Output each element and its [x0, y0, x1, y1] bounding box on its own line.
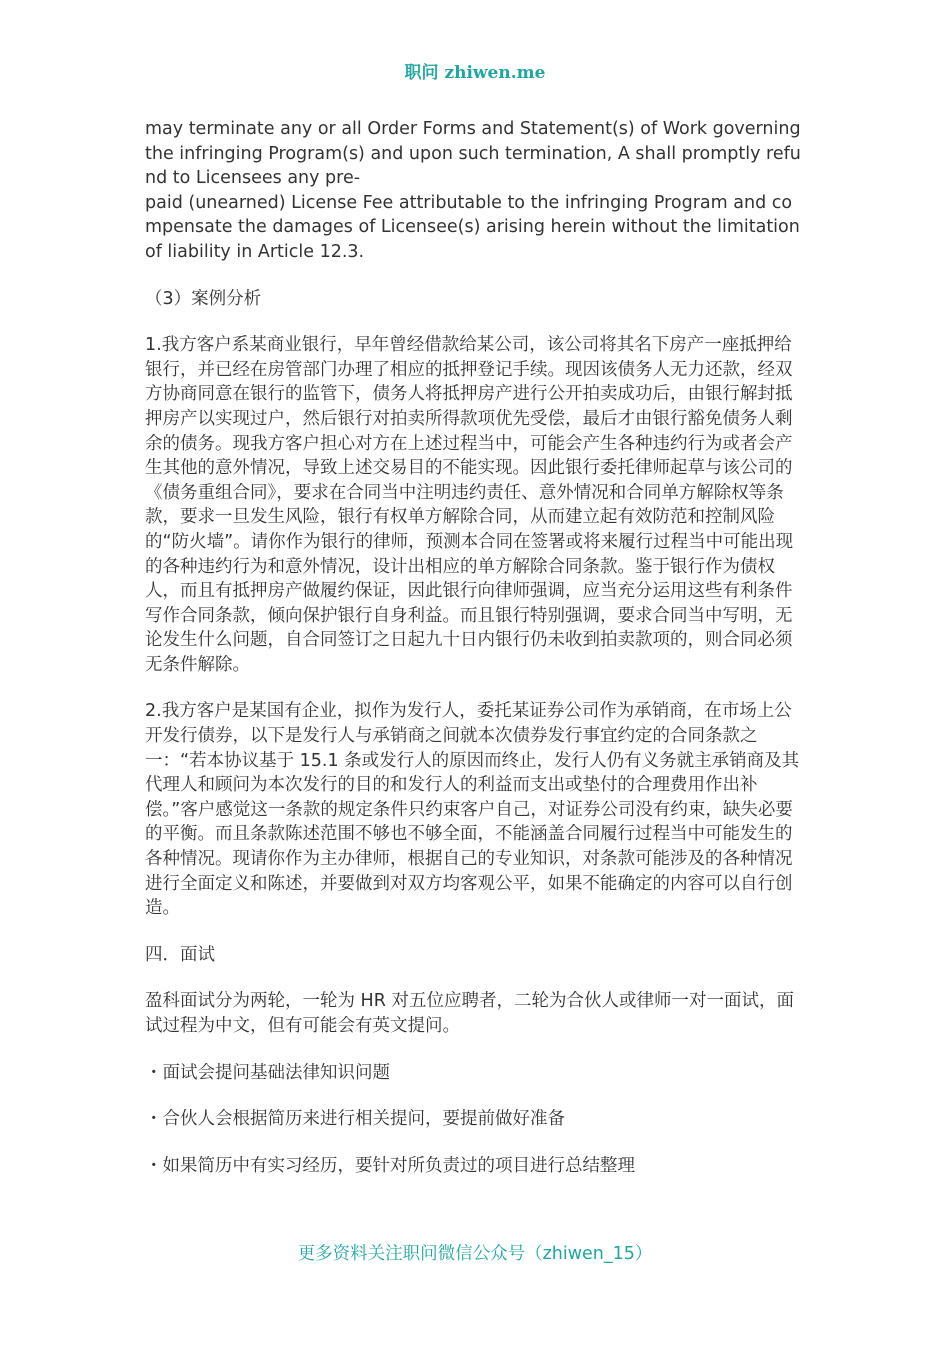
bullet-item-3: ・如果简历中有实习经历，要针对所负责过的项目进行总结整理 — [145, 1155, 635, 1176]
bullet-item-2: ・合伙人会根据简历来进行相关提问，要提前做好准备 — [145, 1109, 565, 1130]
bullet-item-1: ・面试会提问基础法律知识问题 — [145, 1062, 390, 1083]
case-2-paragraph: 2.我方客户是某国有企业，拟作为发行人，委托某证券公司作为承销商，在市场上公开发行债券，以下是发行人与承销商之间就本次债券发行事宜约定的合同条款之一：“若本协议基于 15.1 条或发行人的原因而终止，发行人仍有义务就主承销商及其代理人和顾问为本次发行的目的和发行人的利益而支出或垫付的合理费用作出补偿。”客户感觉这一条款的规定条件只约束客户自己，对证券公司没有约束，缺失必要的平衡。而且条款陈述范围不够也不够全面，不能涵盖合同履行过程当中可能发生的各种情况。现请你作为主办律师，根据自己的专业知识，对条款可能涉及的各种情况进行全面定义和陈述，并要做到对双方均客观公平，如果不能确定的内容可以自行创造。 — [145, 701, 800, 919]
interview-section-heading: 四．面试 — [145, 944, 215, 965]
english-paragraph-line-1: may terminate any or all Order Forms and Statement(s) of Work governing the infringing Program(s) and upon such termination, A shall promptly refund to Licensees any pre- — [145, 119, 801, 189]
case-analysis-heading: （3）案例分析 — [145, 288, 262, 309]
page-header: 职问 zhiwen.me — [404, 63, 546, 83]
page-footer: 更多资料关注职问微信公众号（zhiwen_15） — [297, 1244, 653, 1264]
document-body — [145, 117, 807, 1200]
english-paragraph-line-2: paid (unearned) License Fee attributable to the infringing Program and compensate the damages of Licensee(s) arising herein without the limitation of liability in Article 12.3. — [145, 192, 800, 262]
case-1-paragraph: 1.我方客户系某商业银行，早年曾经借款给某公司，该公司将其名下房产一座抵押给银行，并已经在房管部门办理了相应的抵押登记手续。现因该债务人无力还款，经双方协商同意在银行的监管下，债务人将抵押房产进行公开拍卖成功后，由银行解封抵押房产以实现过户，然后银行对拍卖所得款项优先受偿，最后才由银行豁免债务人剩余的债务。现我方客户担心对方在上述过程当中，可能会产生各种违约行为或者会产生其他的意外情况，导致上述交易目的不能实现。因此银行委托律师起草与该公司的《债务重组合同》，要求在合同当中注明违约责任、意外情况和合同单方解除权等条款，要求一旦发生风险，银行有权单方解除合同，从而建立起有效防范和控制风险的“防火墙”。请你作为银行的律师，预测本合同在签署或将来履行过程当中可能出现的各种违约行为和意外情况，设计出相应的单方解除合同条款。鉴于银行作为债权人，而且有抵押房产做履约保证，因此银行向律师强调，应当充分运用这些有利条件写作合同条款，倾向保护银行自身利益。而且银行特别强调，要求合同当中写明，无论发生什么问题，自合同签订之日起九十日内银行仍未收到拍卖款项的，则合同必须无条件解除。 — [145, 335, 794, 675]
interview-intro-paragraph: 盈科面试分为两轮，一轮为 HR 对五位应聘者，二轮为合伙人或律师一对一面试，面试过程为中文，但有可能会有英文提问。 — [145, 991, 794, 1036]
